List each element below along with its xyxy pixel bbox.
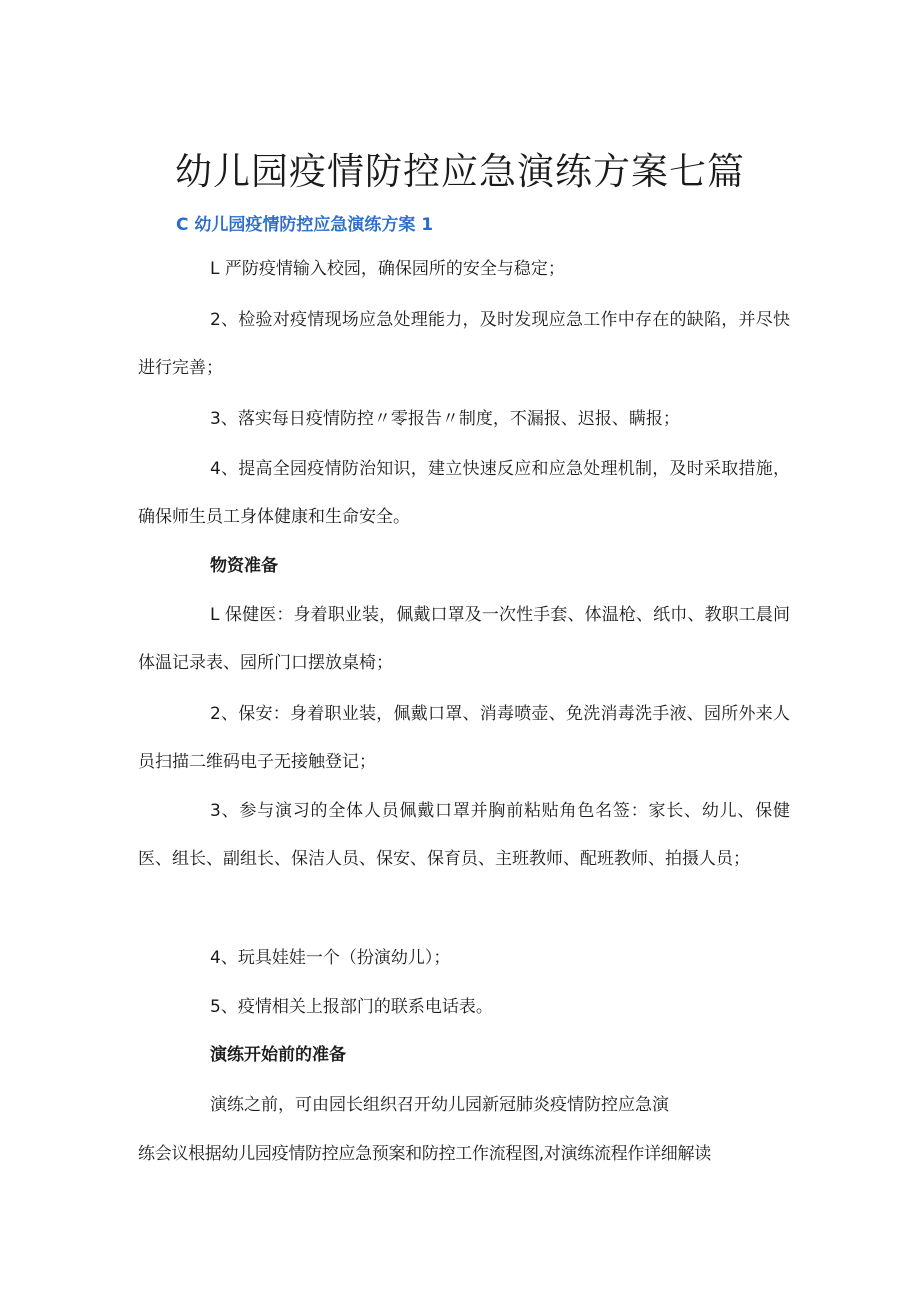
before-drill-line-2: 练会议根据幼儿园疫情防控应急预案和防控工作流程图,对演练流程作详细解读 [138,1144,711,1164]
materials-item-3: 3、参与演习的全体人员佩戴口罩并胸前粘贴角色名签：家长、幼儿、保健医、组长、副组长、保洁人员、保安、保育员、主班教师、配班教师、拍摄人员； [138,801,790,869]
section-heading-materials: 物资准备 [210,556,278,576]
objective-paragraph-1: L 严防疫情输入校园，确保园所的安全与稳定； [210,259,565,279]
materials-item-4: 4、玩具娃娃一个（扮演幼儿）； [210,948,451,968]
objective-paragraph-4: 4、提高全园疫情防治知识，建立快速反应和应急处理机制，及时采取措施，确保师生员工身体健康和生命安全。 [138,459,790,527]
objective-paragraph-3: 3、落实每日疫情防控〃零报告〃制度，不漏报、迟报、瞒报； [210,409,680,429]
materials-item-2: 2、保安：身着职业装，佩戴口罩、消毒喷壶、免洗消毒洗手液、园所外来人员扫描二维码电子无接触登记； [138,704,790,772]
document-title: 幼儿园疫情防控应急演练方案七篇 [175,150,745,193]
document-subtitle: C 幼儿园疫情防控应急演练方案 1 [176,215,434,235]
before-drill-line-1: 演练之前，可由园长组织召开幼儿园新冠肺炎疫情防控应急演 [210,1095,669,1115]
materials-item-5: 5、疫情相关上报部门的联系电话表。 [210,997,493,1017]
section-heading-before-drill: 演练开始前的准备 [210,1045,346,1065]
materials-item-1: L 保健医：身着职业装，佩戴口罩及一次性手套、体温枪、纸巾、教职工晨间体温记录表、园所门口摆放桌椅； [138,605,790,673]
objective-paragraph-2: 2、检验对疫情现场应急处理能力，及时发现应急工作中存在的缺陷，并尽快进行完善； [138,310,790,378]
